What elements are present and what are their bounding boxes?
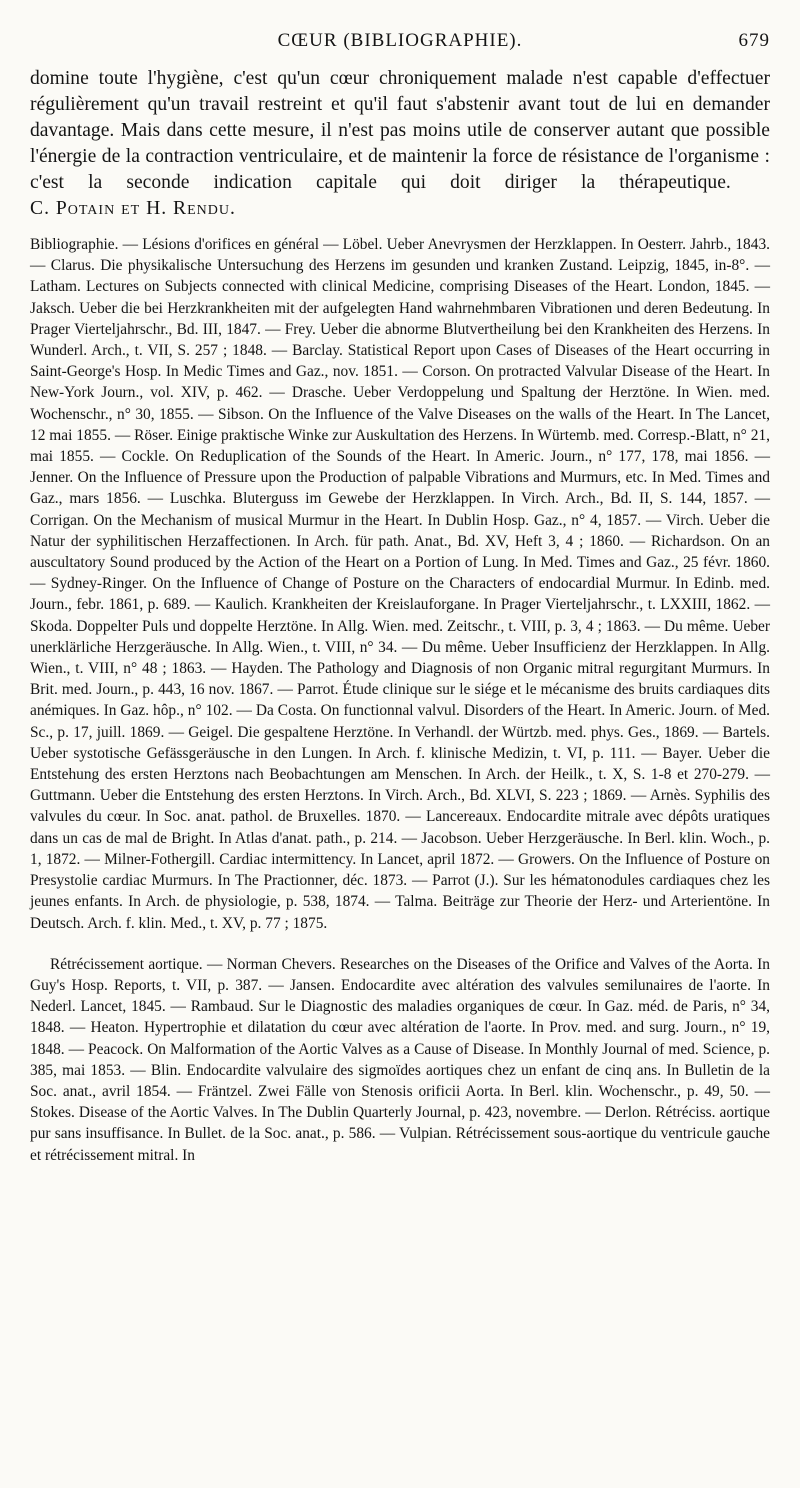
intro-paragraph — [30, 66, 770, 222]
running-header — [30, 30, 770, 66]
running-title: CŒUR (BIBLIOGRAPHIE). — [277, 30, 523, 51]
author-signature: C. Potain et H. Rendu. — [30, 198, 236, 219]
bibliography-general: Bibliographie. — Lésions d'orifices en général — Löbel. Ueber Anevrysmen der Herzklappen. In Oesterr. Jahrb., 1843. — Clarus. Die physikalische Untersuchung des Herzens im gesunden und kranken Zustand. Leipzig, 1845, in-8°. — Latham. Lectures on Subjects connected with clinical Medicine, comprising Diseases of the Heart. London, 1845. — Jaksch. Ueber die bei Herzkrankheiten mit der aufgelegten Hand wahrnehmbaren Vibrationen und deren Bedeutung. In Prager Vierteljahrschr., Bd. III, 1847. — Frey. Ueber die abnorme Blutvertheilung bei den Krankheiten des Herzens. In Wunderl. Arch., t. VII, S. 257 ; 1848. — Barclay. Statistical Report upon Cases of Diseases of the Heart occurring in Saint-George's Hosp. In Medic Times and Gaz., nov. 1851. — Corson. On protracted Valvular Disease of the Heart. In New-York Journ., vol. XIV, p. 462. — Drasche. Ueber Verdoppelung und Spaltung der Herztöne. In Wien. med. Wochenschr., n° 30, 1855. — Sibson. On the Influence of the Valve Diseases on the walls of the Heart. In The Lancet, 12 mai 1855. — Röser. Einige praktische Winke zur Auskultation des Herzens. In Würtemb. med. Corresp.-Blatt, n° 21, mai 1855. — Cockle. On Reduplication of the Sounds of the Heart. In Americ. Journ., n° 177, 178, mai 1856. — Jenner. On the Influence of Pressure upon the Production of palpable Vibrations and Murmurs, etc. In Med. Times and Gaz., mars 1856. — Luschka. Bluterguss im Gewebe der Herzklappen. In Virch. Arch., Bd. II, S. 144, 1857. — Corrigan. On the Mechanism of musical Murmur in the Heart. In Dublin Hosp. Gaz., n° 4, 1857. — Virch. Ueber die Natur der syphilitischen Herzaffectionen. In Arch. für path. Anat., Bd. XV, Heft 3, 4 ; 1860. — Richardson. On an auscultatory Sound produced by the Action of the Heart on a Portion of Lung. In Med. Times and Gaz., 25 févr. 1860. — Sydney-Ringer. On the Influence of Change of Posture on the Characters of endocardial Murmur. In Edinb. med. Journ., febr. 1861, p. 689. — Kaulich. Krankheiten der Kreislauforgane. In Prager Vierteljahrschr., t. LXXIII, 1862. — Skoda. Doppelter Puls und doppelte Herztöne. In Allg. Wien. med. Zeitschr., t. VIII, p. 3, 4 ; 1863. — Du même. Ueber unerklärliche Herzgeräusche. In Allg. Wien., t. VIII, n° 34. — Du même. Ueber Insufficienz der Herzklappen. In Allg. Wien., t. VIII, n° 48 ; 1863. — Hayden. The Pathology and Diagnosis of non Organic mitral regurgitant Murmurs. In Brit. med. Journ., p. 443, 16 nov. 1867. — Parrot. Étude clinique sur le siége et le mécanisme des bruits cardiaques dits anémiques. In Gaz. hôp., n° 102. — Da Costa. On functionnal valvul. Disorders of the Heart. In Americ. Journ. of Med. Sc., p. 17, juill. 1869. — Geigel. Die gespaltene Herztöne. In Verhandl. der Würtzb. med. phys. Ges., 1869. — Bartels. Ueber systotische Gefässgeräusche in den Lungen. In Arch. f. klinische Medizin, t. VI, p. 111. — Bayer. Ueber die Entstehung des ersten Herztons nach Beobachtungen am Menschen. In Arch. der Heilk., t. X, S. 1-8 et 270-279. — Guttmann. Ueber die Entstehung des ersten Herztons. In Virch. Arch., Bd. XLVI, S. 223 ; 1869. — Arnès. Syphilis des valvules du cœur. In Soc. anat. pathol. de Bruxelles. 1870. — Lancereaux. Endocardite mitrale avec dépôts uratiques dans un cas de mal de Bright. In Atlas d'anat. path., p. 214. — Jacobson. Ueber Herzgeräusche. In Berl. klin. Woch., p. 1, 1872. — Milner-Fothergill. Cardiac intermittency. In Lancet, april 1872. — Growers. On the Influence of Posture on Presystolie cardiac Murmurs. In The Practionner, déc. 1873. — Parrot (J.). Sur les hématonodules cardiaques chez les jeunes enfants. In Arch. de physiologie, p. 538, 1874. — Talma. Beiträge zur Theorie der Herz- und Arterientöne. In Deutsch. Arch. f. klin. Med., t. XV, p. 77 ; 1875. — [30, 236, 770, 932]
document-page — [30, 30, 770, 1166]
bibliography-aortic-stenosis: Rétrécissement aortique. — Norman Chevers. Researches on the Diseases of the Orifice and Valves of the Aorta. In Guy's Hosp. Reports, t. VII, p. 387. — Jansen. Endocardite avec altération des valvules semilunaires de l'aorte. In Nederl. Lancet, 1845. — Rambaud. Sur le Diagnostic des maladies organiques de cœur. In Gaz. méd. de Paris, n° 34, 1848. — Heaton. Hypertrophie et dilatation du cœur avec altération de l'aorte. In Prov. med. and surg. Journ., n° 19, 1848. — Peacock. On Malformation of the Aortic Valves as a Cause of Disease. In Monthly Journal of med. Science, p. 385, mai 1853. — Blin. Endocardite valvulaire des sigmoïdes aortiques chez un enfant de cinq ans. In Bulletin de la Soc. anat., avril 1854. — Fräntzel. Zwei Fälle von Stenosis orificii Aorta. In Berl. klin. Wochenschr., p. 49, 50. — Stokes. Disease of the Aortic Valves. In The Dublin Quarterly Journal, p. 423, novembre. — Derlon. Rétréciss. aortique pur sans insuffisance. In Bullet. de la Soc. anat., p. 586. — Vulpian. Rétrécissement sous-aortique du ventricule gauche et rétrécissement mitral. In — [30, 955, 770, 1164]
intro-text: domine toute l'hygiène, c'est qu'un cœur chroniquement malade n'est capable d'effectuer régulièrement qu'un travail restreint et qu'il faut s'abstenir avant tout de lui en demander davantage. Mais dans cette mesure, il n'est pas moins utile de conserver autant que possible l'énergie de la contraction ventriculaire, et de maintenir la force de résistance de l'organisme : c'est la seconde indication capitale qui doit diriger la thérapeutique. — [30, 68, 770, 193]
page-number: 679 — [738, 30, 770, 51]
